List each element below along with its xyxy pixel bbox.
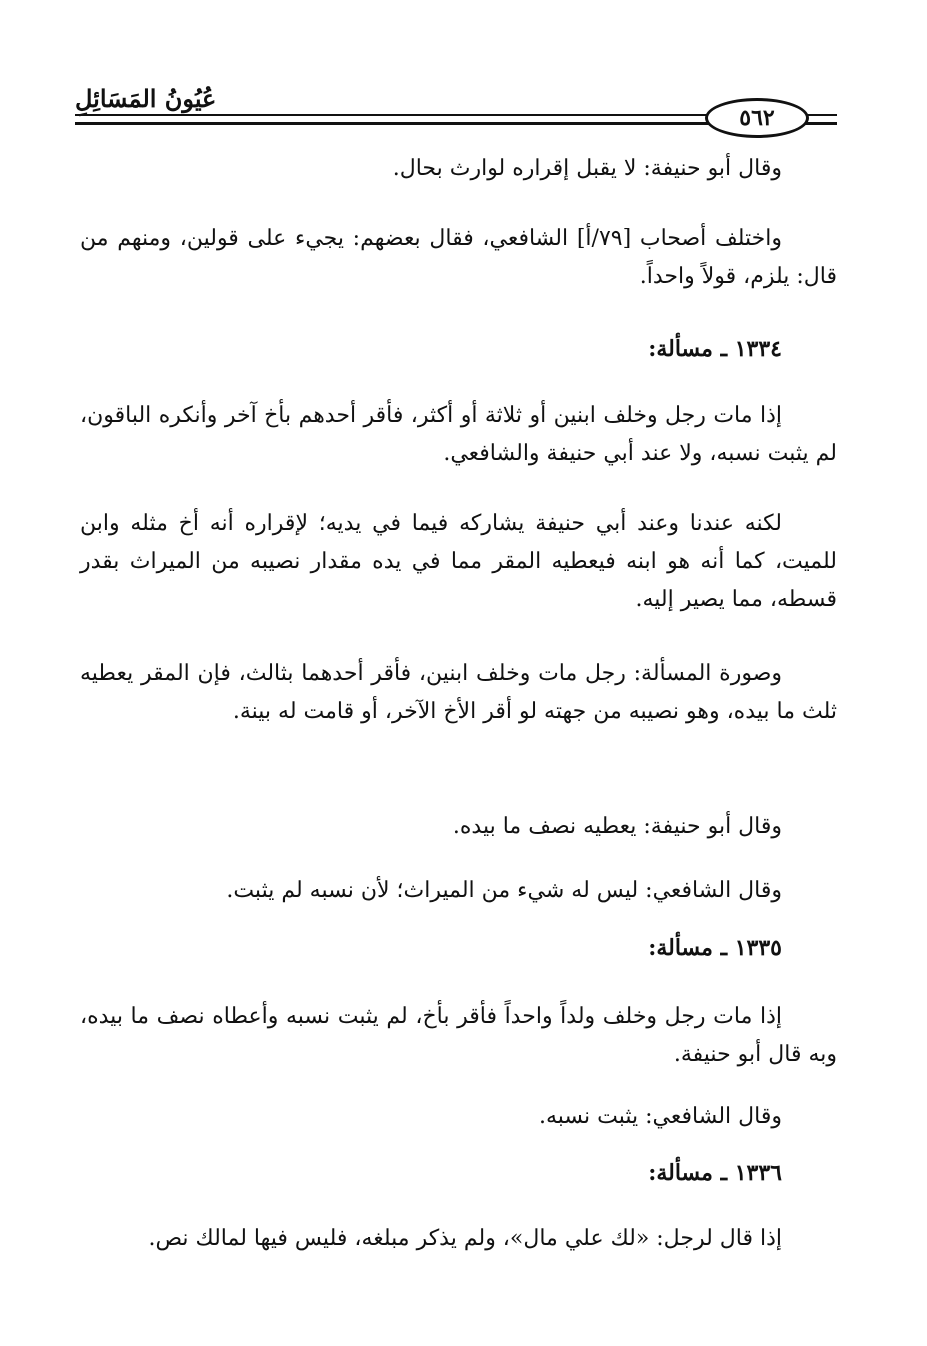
paragraph: إذا مات رجل وخلف ابنين أو ثلاثة أو أكثر، فأقر أحدهم بأخ آخر وأنكره الباقون، لم يثبت نسبه، ولا عند أبي حنيفة والشافعي. bbox=[80, 403, 837, 466]
section-heading: ١٣٣٥ ـ مسألة: bbox=[648, 935, 782, 961]
paragraph: وقال الشافعي: يثبت نسبه. bbox=[538, 1104, 782, 1129]
page-number: ٥٦٢ bbox=[739, 105, 775, 131]
paragraph: وقال أبو حنيفة: يعطيه نصف ما بيده. bbox=[452, 814, 782, 839]
book-title: عُيُونُ المَسَائِلِ bbox=[75, 84, 217, 113]
paragraph: واختلف أصحاب [٧٩/أ] الشافعي، فقال بعضهم: يجيء على قولين، ومنهم من قال: يلزم، قولاً واحداً. bbox=[80, 226, 837, 289]
paragraph: وقال الشافعي: ليس له شيء من الميراث؛ لأن نسبه لم يثبت. bbox=[226, 878, 782, 903]
paragraph: وقال أبو حنيفة: لا يقبل إقراره لوارث بحال. bbox=[392, 156, 782, 181]
paragraph: إذا قال لرجل: «لك علي مال»، ولم يذكر مبلغه، فليس فيها لمالك نص. bbox=[148, 1226, 782, 1251]
paragraph: لكنه عندنا وعند أبي حنيفة يشاركه فيما في يديه؛ لإقراره أنه أخ مثله وابن للميت، كما أنه هو ابنه فيعطيه المقر مما في يده مقدار نصيبه من الميراث بقدر قسطه، مما يصير إليه. bbox=[80, 511, 837, 612]
section-heading: ١٣٣٤ ـ مسألة: bbox=[648, 336, 782, 362]
section-heading: ١٣٣٦ ـ مسألة: bbox=[648, 1160, 782, 1186]
paragraph: وصورة المسألة: رجل مات وخلف ابنين، فأقر أحدهما بثالث، فإن المقر يعطيه ثلث ما بيده، وهو نصيبه من جهته لو أقر الأخ الآخر، أو قامت له بينة. bbox=[80, 661, 837, 724]
paragraph: إذا مات رجل وخلف ولداً واحداً فأقر بأخ، لم يثبت نسبه وأعطاه نصف ما بيده، وبه قال أبو حنيفة. bbox=[80, 1004, 837, 1067]
page-header bbox=[75, 78, 837, 138]
page-number-badge bbox=[705, 98, 809, 138]
